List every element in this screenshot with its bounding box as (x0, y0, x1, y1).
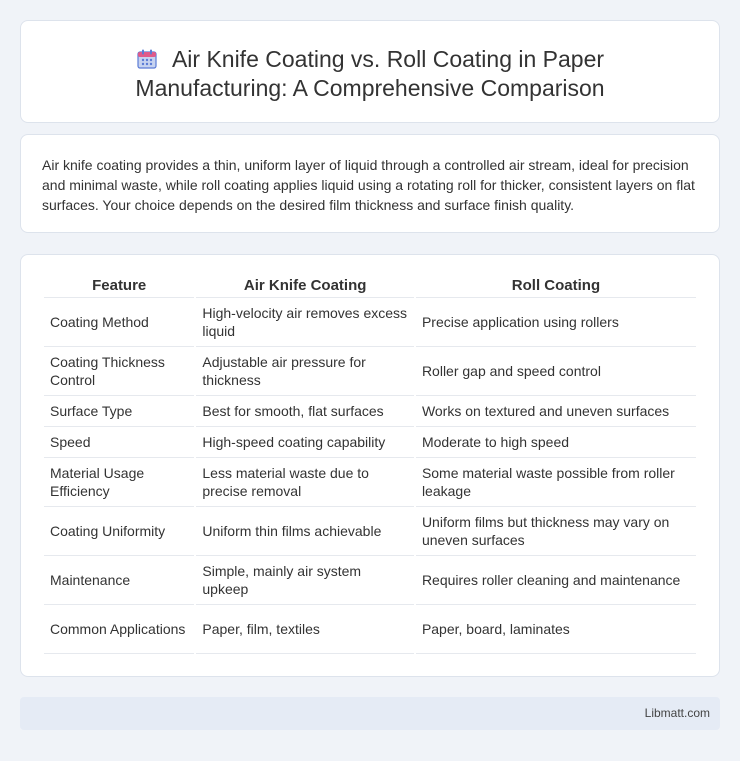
intro-text: Air knife coating provides a thin, uniform layer of liquid through a controlled air stream, ideal for precision and minimal waste, while roll coating applies liquid using a rotating roll for thicker, consistent layers on flat surfaces. Your choice depends on the desired film thickness and surface finish quality. (42, 157, 695, 213)
feature-cell: Common Applications (44, 605, 194, 654)
feature-cell: Maintenance (44, 556, 194, 605)
feature-cell: Coating Thickness Control (44, 347, 194, 396)
table-row (44, 507, 696, 556)
roll-cell: Works on textured and uneven surfaces (416, 396, 696, 427)
comparison-card (20, 254, 720, 677)
air-knife-cell: High-velocity air removes excess liquid (196, 298, 414, 347)
air-knife-cell: Less material waste due to precise removal (196, 458, 414, 507)
table-row (44, 556, 696, 605)
air-knife-cell: Simple, mainly air system upkeep (196, 556, 414, 605)
comparison-table (42, 275, 698, 654)
air-knife-cell: Best for smooth, flat surfaces (196, 396, 414, 427)
roll-cell: Some material waste possible from roller leakage (416, 458, 696, 507)
table-row (44, 458, 696, 507)
roll-cell: Roller gap and speed control (416, 347, 696, 396)
calendar-icon (136, 48, 158, 70)
table-row (44, 605, 696, 654)
title-line-1: Air Knife Coating vs. Roll Coating in Paper (171, 46, 605, 72)
feature-cell: Coating Method (44, 298, 194, 347)
table-row (44, 298, 696, 347)
roll-cell: Requires roller cleaning and maintenance (416, 556, 696, 605)
roll-cell: Moderate to high speed (416, 427, 696, 458)
title-card (20, 20, 720, 123)
intro-card (20, 134, 720, 233)
roll-cell: Precise application using rollers (416, 298, 696, 347)
table-row (44, 427, 696, 458)
footer-site-link[interactable]: Libmatt.com (644, 706, 710, 720)
title-line-2: Manufacturing: A Comprehensive Comparison (135, 75, 605, 101)
air-knife-cell: Adjustable air pressure for thickness (196, 347, 414, 396)
header-feature: Feature (44, 275, 194, 298)
feature-cell: Surface Type (44, 396, 194, 427)
table-header-row (44, 275, 696, 298)
air-knife-cell: Paper, film, textiles (196, 605, 414, 654)
footer (20, 697, 720, 730)
feature-cell: Material Usage Efficiency (44, 458, 194, 507)
air-knife-cell: High-speed coating capability (196, 427, 414, 458)
page-title (21, 45, 719, 103)
feature-cell: Coating Uniformity (44, 507, 194, 556)
table-row (44, 347, 696, 396)
table-row (44, 396, 696, 427)
roll-cell: Paper, board, laminates (416, 605, 696, 654)
header-air-knife: Air Knife Coating (196, 275, 414, 298)
header-roll: Roll Coating (416, 275, 696, 298)
air-knife-cell: Uniform thin films achievable (196, 507, 414, 556)
roll-cell: Uniform films but thickness may vary on uneven surfaces (416, 507, 696, 556)
feature-cell: Speed (44, 427, 194, 458)
